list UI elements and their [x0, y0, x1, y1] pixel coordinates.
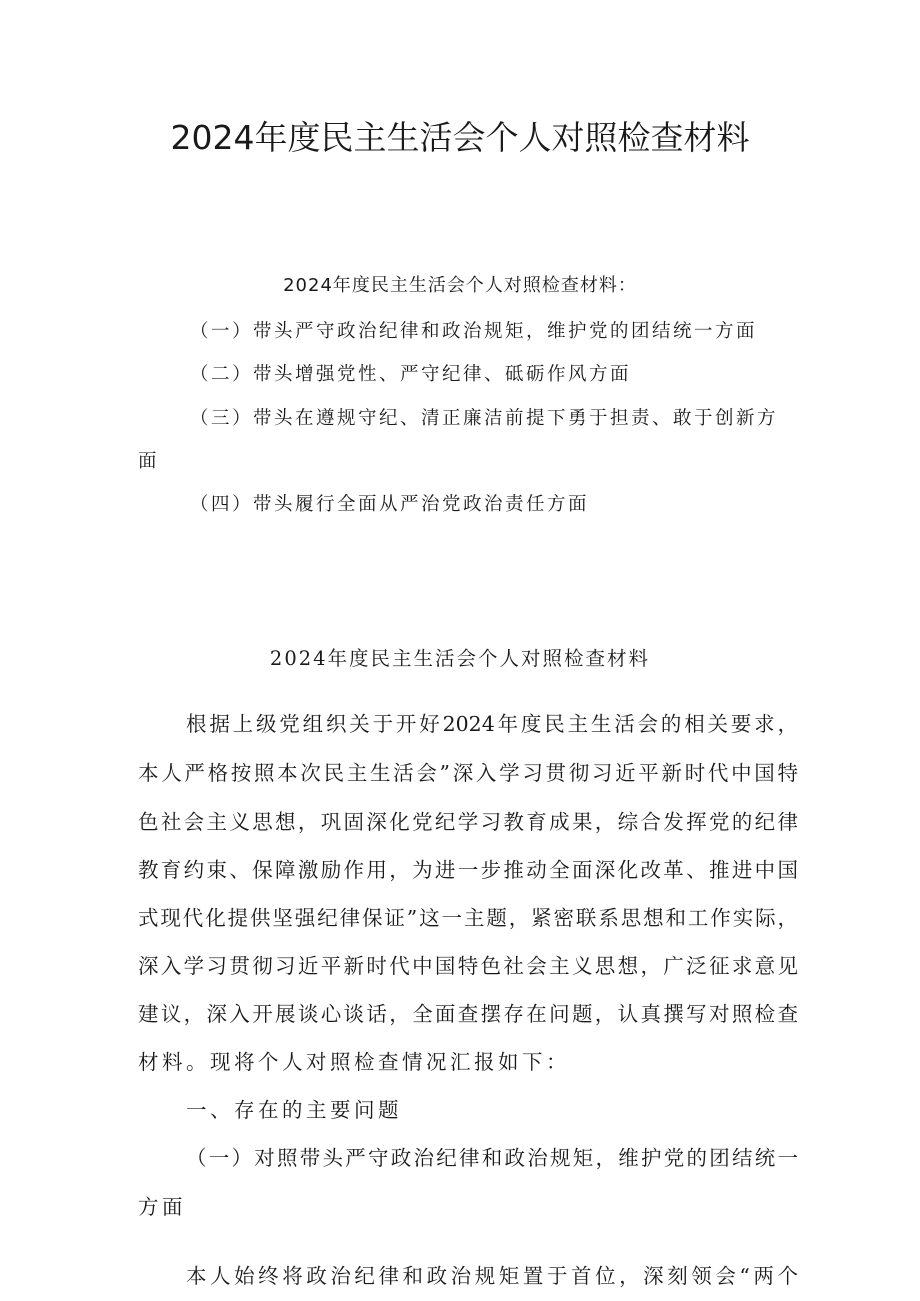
toc-item: （四）带头履行全面从严治党政治责任方面: [190, 494, 590, 515]
toc-heading: 2024年度民主生活会个人对照检查材料：: [283, 275, 637, 296]
body-paragraph-line: 式现代化提供坚强纪律保证”这一主题，紧密联系思想和工作实际，: [138, 906, 798, 930]
toc-item: （一）带头严守政治纪律和政治规矩，维护党的团结统一方面: [190, 321, 758, 342]
section-title: 2024年度民主生活会个人对照检查材料: [269, 647, 651, 670]
body-paragraph-line: 色社会主义思想，巩固深化党纪学习教育成果，综合发挥党的纪律: [138, 810, 798, 834]
body-paragraph-line: 深入学习贯彻习近平新时代中国特色社会主义思想，广泛征求意见: [138, 954, 798, 978]
body-paragraph-line: 材料。现将个人对照检查情况汇报如下：: [138, 1050, 570, 1074]
body-paragraph-line: 建议，深入开展谈心谈话，全面查摆存在问题，认真撰写对照检查: [138, 1002, 798, 1026]
toc-item: （二）带头增强党性、严守纪律、砥砺作风方面: [190, 364, 632, 385]
document-title: 2024年度民主生活会个人对照检查材料: [170, 118, 750, 157]
body-paragraph-line: 本人始终将政治纪律和政治规矩置于首位，深刻领会“两个: [186, 1264, 798, 1288]
subsection-heading-continuation: 方面: [138, 1195, 186, 1219]
body-paragraph-line: 教育约束、保障激励作用，为进一步推动全面深化改革、推进中国: [138, 858, 798, 882]
body-paragraph-line: 根据上级党组织关于开好2024年度民主生活会的相关要求，: [186, 712, 798, 736]
section-heading: 一、存在的主要问题: [186, 1098, 402, 1122]
subsection-heading: （一）对照带头严守政治纪律和政治规矩，维护党的团结统一: [186, 1146, 798, 1170]
body-paragraph-line: 本人严格按照本次民主生活会”深入学习贯彻习近平新时代中国特: [138, 761, 798, 785]
toc-item-continuation: 面: [138, 451, 157, 472]
toc-item: （三）带头在遵规守纪、清正廉洁前提下勇于担责、敢于创新方: [190, 408, 779, 429]
